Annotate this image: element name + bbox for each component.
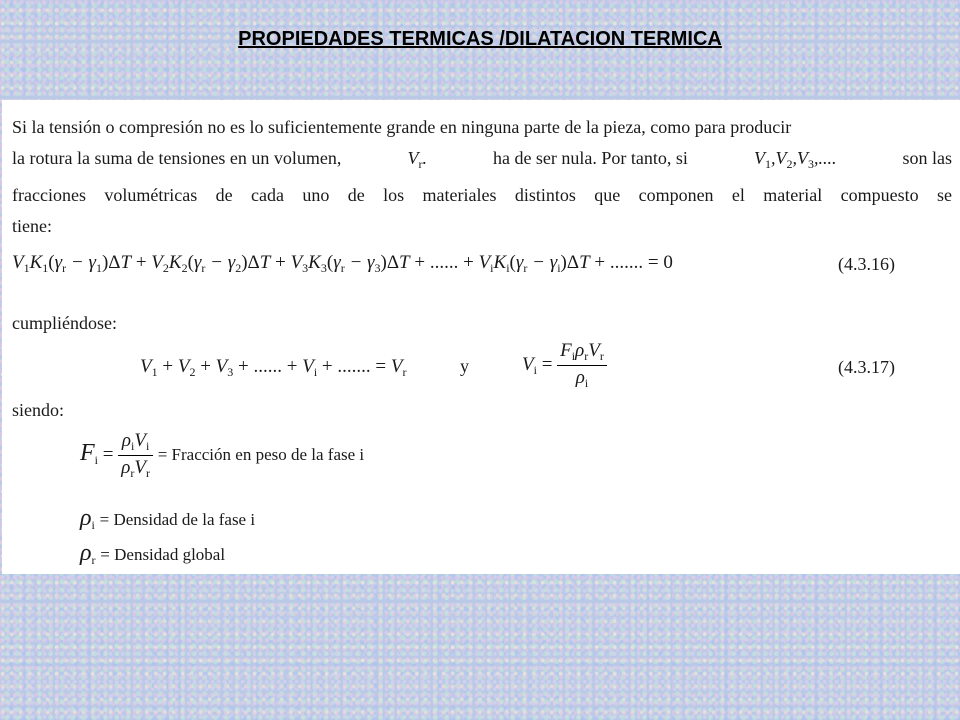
paragraph-line-4: tiene:: [12, 216, 52, 236]
label-y: y: [460, 356, 469, 376]
slide-title: PROPIEDADES TERMICAS /DILATACION TERMICA: [238, 28, 722, 50]
equation-number-4-3-17: (4.3.17): [838, 357, 895, 377]
paragraph-line-3: fracciones volumétricas de cada uno de los materiales distintos que componen el material compuesto se: [12, 185, 952, 205]
math-Vr: $V_r$.: [407, 148, 427, 171]
fraction-Vi: $\frac{F_i\rho_rV_r}{\rho_i}$: [557, 340, 607, 391]
definition-Fi: $F_i$ = $\frac{\rho_iV_i}{\rho_rV_r}$ = Fracción en peso de la fase i: [80, 430, 365, 480]
paragraph-line-2: la rotura la suma de tensiones en un volumen, $V_r$. ha de ser nula. Por tanto, si $V_1,V_2,V_3$,.... son las: [12, 143, 952, 180]
equation-4-3-16: $V_1K_1(\gamma_r - \gamma_1)\Delta T + V_2K_2(\gamma_r - \gamma_2)\Delta T + V_3K_3(\gamma_r - \gamma_3)\Delta T$ + ...... + $V_iK_i(\gamma_r - \gamma_i)\Delta T$ + ....... = 0: [12, 252, 673, 275]
equation-rhs: = 0: [647, 252, 673, 273]
intro-paragraph: [12, 112, 952, 242]
paragraph-line-1: Si la tensión o compresión no es lo suficientemente grande en ninguna parte de la pieza, como para producir: [12, 117, 792, 137]
definition-rho-r: $\rho_r$ = Densidad global: [80, 540, 226, 567]
equation-Vi: $V_i$ = $\frac{F_i\rho_rV_r}{\rho_i}$: [522, 340, 607, 391]
label-siendo: siendo:: [12, 400, 64, 420]
equation-volume-sum: $V_1 + V_2 + V_3$ + ...... + $V_i$ + ....... = $V_r$: [140, 356, 407, 379]
equation-number-4-3-16: (4.3.16): [838, 254, 895, 274]
label-cumpliendose: cumpliéndose:: [12, 313, 117, 333]
content-panel: [2, 100, 960, 574]
definition-rho-i: $\rho_i$ = Densidad de la fase i: [80, 505, 256, 532]
math-V-list: $V_1,V_2,V_3$,....: [753, 148, 837, 171]
fraction-Fi: $\frac{\rho_iV_i}{\rho_rV_r}$: [118, 430, 153, 481]
